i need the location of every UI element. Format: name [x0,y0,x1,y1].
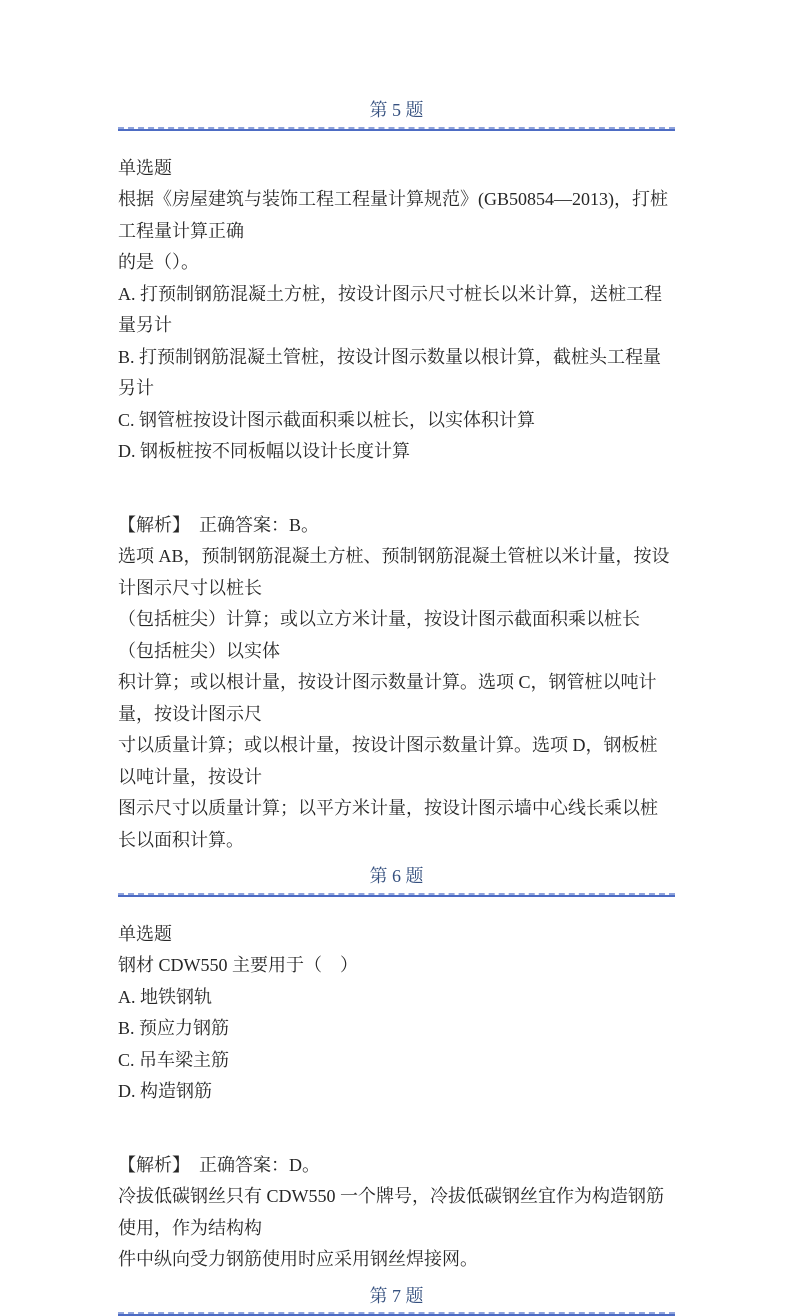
question-6-option-b: B. 预应力钢筋 [118,1018,230,1038]
section-divider [118,1312,675,1316]
section-divider [118,893,675,897]
question-6-type-label: 单选题 [118,923,172,944]
question-5-analysis-line: 图示尺寸以质量计算；以平方米计量，按设计图示墙中心线长乘以桩长以面积计算。 [118,798,658,850]
question-6-header: 第 6 题 [369,866,424,886]
question-5-analysis-line: 寸以质量计算；或以根计量，按设计图示数量计算。选项 D，钢板桩以吨计量，按设计 [118,735,658,787]
question-6-stem-line: 钢材 CDW550 主要用于（ ） [118,955,358,975]
question-5-option-c: C. 钢管桩按设计图示截面积乘以桩长，以实体积计算 [118,409,536,430]
question-6-analysis-line: 件中纵向受力钢筋使用时应采用钢丝焊接网。 [118,1249,478,1269]
question-5-header: 第 5 题 [369,100,424,120]
question-5-analysis-line: （包括桩尖）计算；或以立方米计量，按设计图示截面积乘以桩长（包括桩尖）以实体 [118,609,640,661]
question-5-analysis-line: 积计算；或以根计量，按设计图示数量计算。选项 C，钢管桩以吨计量，按设计图示尺 [118,672,657,724]
question-5-option-d: D. 钢板桩按不同板幅以设计长度计算 [118,441,410,461]
question-5-option-b: B. 打预制钢筋混凝土管桩，按设计图示数量以根计算，截桩头工程量另计 [118,346,662,398]
section-divider [118,127,675,131]
question-5-type-label: 单选题 [118,157,172,178]
question-6-option-d: D. 构造钢筋 [118,1081,212,1101]
question-6-option-a: A. 地铁钢轨 [118,986,212,1007]
question-5-stem-line: 根据《房屋建筑与装饰工程工程量计算规范》(GB50854—2013)，打桩工程量计算正确 [118,189,668,241]
question-5-option-a: A. 打预制钢筋混凝土方桩，按设计图示尺寸桩长以米计算，送桩工程量另计 [118,283,662,335]
question-5-analysis-answer: 【解析】 正确答案：B。 [118,514,320,535]
question-7-header: 第 7 题 [369,1285,424,1306]
question-6-option-c: C. 吊车梁主筋 [118,1049,230,1070]
question-5-analysis-line: 选项 AB，预制钢筋混凝土方桩、预制钢筋混凝土管桩以米计量，按设计图示尺寸以桩长 [118,546,670,598]
question-6-analysis-line: 冷拔低碳钢丝只有 CDW550 一个牌号，冷拔低碳钢丝宜作为构造钢筋使用，作为结构构 [118,1186,664,1238]
question-6-analysis-answer: 【解析】 正确答案：D。 [118,1154,320,1175]
question-5-stem-line: 的是（）。 [118,252,199,272]
